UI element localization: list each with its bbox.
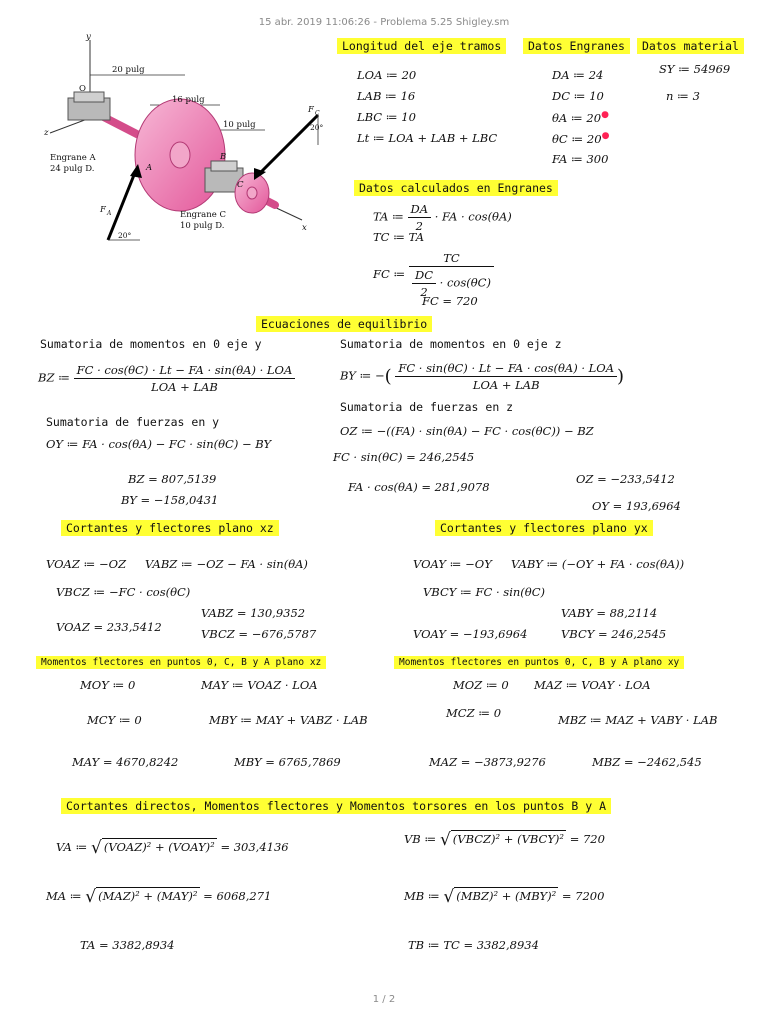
eq-vbcz-val: VBCZ = −676,5787 <box>201 627 317 641</box>
eq-mbz-val: MBZ = −2462,545 <box>592 755 702 769</box>
eq-voay: VOAY ≔ −OY <box>413 557 492 571</box>
eq-vaby: VABY ≔ (−OY + FA · cos(θA)) <box>511 557 685 571</box>
eq-mcy: MCY ≔ 0 <box>87 713 142 727</box>
label-angle-c: 20° <box>310 123 324 132</box>
degree-dot: ● <box>601 110 609 120</box>
eq-facos-val: FA · cos(θA) = 281,9078 <box>348 480 490 494</box>
label-o: O <box>79 84 86 94</box>
eq-tha: θA ≔ 20● <box>552 110 609 125</box>
eq-da: DA ≔ 24 <box>552 68 604 82</box>
eq-thc: θC ≔ 20● <box>552 131 610 146</box>
eq-mb: MB ≔ √ (MBZ)² + (MBY)² = 7200 <box>404 887 605 907</box>
label-10-pulg: 10 pulg <box>223 120 256 130</box>
sqrt-icon: √ <box>439 830 451 850</box>
eq-lbc: LBC ≔ 10 <box>357 110 416 124</box>
section-cort-xz: Cortantes y flectores plano xz <box>61 520 279 536</box>
label-gear-c-2: 10 pulg D. <box>180 221 225 231</box>
section-directos: Cortantes directos, Momentos flectores y Momentos torsores en los puntos B y A <box>61 798 611 814</box>
label-angle-a: 20° <box>118 231 132 240</box>
text-sum-f-z: Sumatoria de fuerzas en z <box>340 400 514 414</box>
label-16-pulg: 16 pulg <box>172 95 205 105</box>
eq-dc: DC ≔ 10 <box>552 89 604 103</box>
label-x: x <box>302 223 307 233</box>
eq-may-val: MAY = 4670,8242 <box>72 755 179 769</box>
fraction: FC · sin(θC) · Lt − FA · cos(θA) · LOA LOA + LAB <box>395 361 617 392</box>
eq-moz: MOZ ≔ 0 <box>453 678 509 692</box>
eq-fcsin-val: FC · sin(θC) = 246,2545 <box>333 450 475 464</box>
section-engranes: Datos Engranes <box>523 38 630 54</box>
label-z: z <box>44 128 49 138</box>
eq-fc-val: FC = 720 <box>422 294 478 308</box>
sqrt-icon: √ <box>443 887 455 907</box>
label-y: y <box>86 32 91 42</box>
text-sum-f-y: Sumatoria de fuerzas en y <box>46 415 220 429</box>
eq-bz: BZ ≔ FC · cos(θC) · Lt − FA · sin(θA) · LOA LOA + LAB <box>38 363 295 394</box>
eq-moy: MOY ≔ 0 <box>80 678 136 692</box>
eq-oz: OZ ≔ −((FA) · sin(θA) − FC · cos(θC)) − BZ <box>340 424 594 438</box>
eq-lab: LAB ≔ 16 <box>357 89 416 103</box>
eq-ma: MA ≔ √ (MAZ)² + (MAY)² = 6068,271 <box>46 887 272 907</box>
eq-bz-val: BZ = 807,5139 <box>128 472 217 486</box>
eq-va: VA ≔ √ (VOAZ)² + (VOAY)² = 303,4136 <box>56 838 289 858</box>
text-sum-mom-z: Sumatoria de momentos en 0 eje z <box>340 337 562 351</box>
label-gear-a-2: 24 pulg D. <box>50 164 95 174</box>
eq-vbcy: VBCY ≔ FC · sin(θC) <box>423 585 545 599</box>
eq-vabz-val: VABZ = 130,9352 <box>201 606 306 620</box>
eq-ta: TA ≔ $\frac{DA}{2}$ · FA · cos(θA) <box>373 202 512 233</box>
eq-ta-val: TA = 3382,8934 <box>80 938 175 952</box>
eq-vabz: VABZ ≔ −OZ − FA · sin(θA) <box>145 557 308 571</box>
eq-oy-val: OY = 193,6964 <box>592 499 681 513</box>
fraction: $\frac{DA}{2}$ <box>408 202 432 233</box>
fraction: TC $\frac{DC}{2}$ · cos(θC) <box>409 251 494 299</box>
sqrt-icon: √ <box>91 838 102 858</box>
eq-oy: OY ≔ FA · cos(θA) − FC · sin(θC) − BY <box>46 437 272 451</box>
eq-tb-val: TB ≔ TC = 3382,8934 <box>408 938 539 952</box>
eq-by-val: BY = −158,0431 <box>121 493 219 507</box>
label-c: C <box>237 180 244 190</box>
eq-vbcz: VBCZ ≔ −FC · cos(θC) <box>56 585 191 599</box>
eq-mcz: MCZ ≔ 0 <box>446 706 502 720</box>
section-longitud: Longitud del eje tramos <box>337 38 506 54</box>
section-material: Datos material <box>637 38 744 54</box>
eq-maz-val: MAZ = −3873,9276 <box>429 755 546 769</box>
eq-mby-val: MBY = 6765,7869 <box>234 755 341 769</box>
sqrt-icon: √ <box>85 887 97 907</box>
page-number: 1 / 2 <box>372 994 396 1005</box>
eq-mbz: MBZ ≔ MAZ + VABY · LAB <box>558 713 718 727</box>
force-fc <box>258 115 318 175</box>
force-fa <box>108 170 136 240</box>
fraction: FC · cos(θC) · Lt − FA · sin(θA) · LOA LOA + LAB <box>74 363 296 394</box>
label-a: A <box>146 163 153 173</box>
label-fa: F <box>100 205 106 215</box>
eq-mby: MBY ≔ MAY + VABZ · LAB <box>209 713 368 727</box>
label-20-pulg: 20 pulg <box>112 65 145 75</box>
eq-vb: VB ≔ √ (VBCZ)² + (VBCY)² = 720 <box>404 830 605 850</box>
eq-fa: FA ≔ 300 <box>552 152 609 166</box>
eq-lt: Lt ≔ LOA + LAB + LBC <box>357 131 498 145</box>
label-fc: F <box>308 105 314 115</box>
section-equilibrio: Ecuaciones de equilibrio <box>256 316 432 332</box>
eq-vaby-val: VABY = 88,2114 <box>561 606 658 620</box>
eq-voay-val: VOAY = −193,6964 <box>413 627 528 641</box>
label-fa-sub: A <box>107 210 112 217</box>
section-mom-xy: Momentos flectores en puntos 0, C, B y A plano xy <box>394 656 684 669</box>
label-gear-a-1: Engrane A <box>50 153 96 163</box>
eq-vbcy-val: VBCY = 246,2545 <box>561 627 667 641</box>
label-b: B <box>220 152 227 162</box>
eq-may: MAY ≔ VOAZ · LOA <box>201 678 318 692</box>
text-sum-mom-y: Sumatoria de momentos en 0 eje y <box>40 337 262 351</box>
section-mom-xz: Momentos flectores en puntos 0, C, B y A plano xz <box>36 656 326 669</box>
eq-voaz: VOAZ ≔ −OZ <box>46 557 127 571</box>
eq-maz: MAZ ≔ VOAY · LOA <box>534 678 651 692</box>
eq-voaz-val: VOAZ = 233,5412 <box>56 620 162 634</box>
label-fc-sub: C <box>315 110 320 117</box>
shaft-diagram <box>40 30 340 250</box>
eq-n: n ≔ 3 <box>666 89 700 103</box>
eq-oz-val: OZ = −233,5412 <box>576 472 675 486</box>
degree-dot: ● <box>601 131 610 141</box>
eq-fc: FC ≔ TC $\frac{DC}{2}$ · cos(θC) <box>373 251 494 299</box>
section-cort-yx: Cortantes y flectores plano yx <box>435 520 653 536</box>
eq-loa: LOA ≔ 20 <box>357 68 417 82</box>
eq-sy: SY ≔ 54969 <box>659 62 731 76</box>
label-gear-c-1: Engrane C <box>180 210 226 220</box>
eq-by: BY ≔ −( FC · sin(θC) · Lt − FA · cos(θA) · LOA LOA + LAB ) <box>340 361 625 392</box>
page-header: 15 abr. 2019 11:06:26 - Problema 5.25 Shigley.sm <box>258 17 510 28</box>
section-calculados: Datos calculados en Engranes <box>354 180 558 196</box>
eq-tc: TC ≔ TA <box>373 230 425 244</box>
